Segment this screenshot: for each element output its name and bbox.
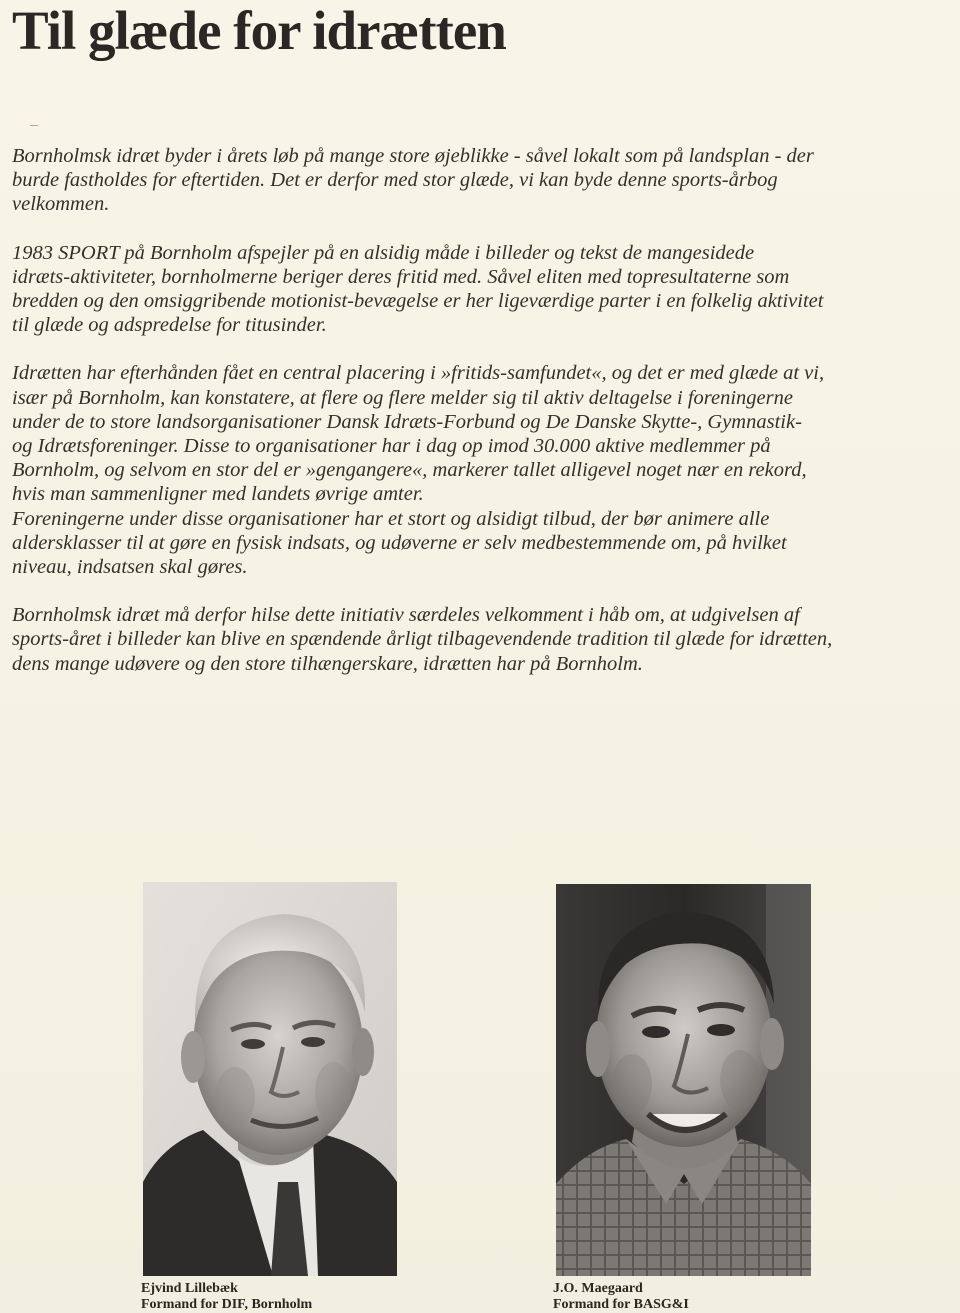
page-title: Til glæde for idrætten	[12, 0, 506, 61]
paragraph-closing: Bornholmsk idræt må derfor hilse dette initiativ særdeles velkomment i håb om, at udgivelsen af sports-året i billeder kan blive en spændende årligt tilbagevendende tradition til glæde for idrætten, dens mange udøvere og den store tilhængerskare, idrætten har på Bornholm.	[12, 604, 833, 675]
paragraph-yearbook: 1983 SPORT på Bornholm afspejler på en alsidig måde i billeder og tekst de mangesidede idræts-aktiviteter, bornholmerne beriger deres fritid med. Såvel eliten med topresultaterne som bredden og den omsiggribende motionist-bevægelse er her ligeværdige parter i en folkelig aktivitet til glæde og adspredelse for titusinder.	[12, 241, 824, 337]
paragraph-organisations: Idrætten har efterhånden fået en central placering i »fritids-samfundet«, og det er med glæde at vi, især på Bornholm, kan konstatere, at flere og flere melder sig til aktiv deltagelse i foreningerne under de to store landsorganisationer Dansk Idræts-Forbund og De Danske Skytte-, Gymnastik- og Idrætsforeninger. Disse to organisationer har i dag op imod 30.000 aktive medlemmer på Bornholm, og selvom en stor del er »gengangere«, markerer tallet alligevel noget nær en rekord, hvis man sammenligner med landets øvrige amter.	[12, 362, 825, 506]
paragraph-intro: Bornholmsk idræt byder i årets løb på mange store øjeblikke - såvel lokalt som på landsplan - der burde fastholdes for eftertiden. Det er derfor med stor glæde, vi kan byde denne sports-årbog velkommen.	[12, 145, 814, 216]
paragraph-associations: Foreningerne under disse organisationer har et stort og alsidigt tilbud, der bør animere alle aldersklasser til at gøre en fysisk indsats, og udøverne er selv medbestemmende om, på hvilket niveau, indsatsen skal gøres.	[12, 507, 787, 579]
caption-right-name: J.O. Maegaard	[553, 1281, 643, 1296]
article-body	[12, 144, 952, 700]
caption-left-name: Ejvind Lillebæk	[141, 1281, 238, 1296]
portrait-photo-right	[556, 884, 811, 1276]
portrait-photo-left	[143, 882, 397, 1276]
caption-right-role: Formand for BASG&I	[553, 1297, 689, 1312]
print-mark	[30, 125, 38, 126]
caption-left-role: Formand for DIF, Bornholm	[141, 1297, 313, 1312]
caption-right	[553, 1281, 689, 1313]
caption-left	[141, 1281, 312, 1313]
